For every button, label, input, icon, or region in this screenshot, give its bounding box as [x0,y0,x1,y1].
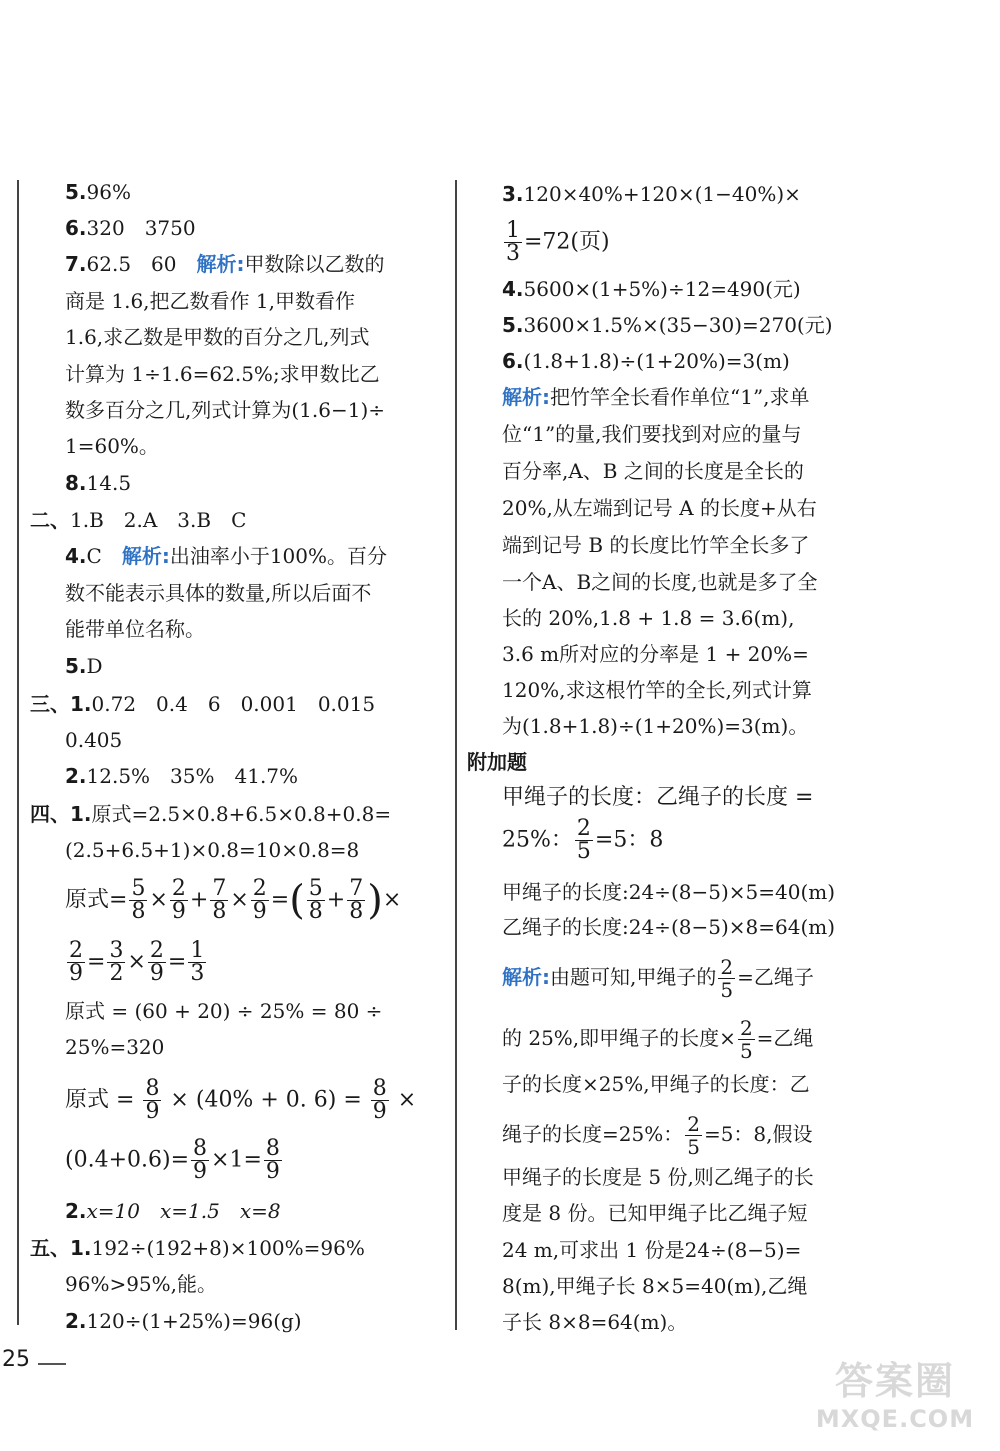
answer-2-4: 4.C 解析:出油率小于100%。百分 [65,544,388,568]
watermark-site: MXQE.COM [815,1405,975,1433]
answer-3-2: 2.12.5% 35% 41.7% [65,764,299,788]
text-line: 甲绳子的长度是 5 份,则乙绳子的长 [502,1165,814,1189]
section-2: 二、1.B 2.A 3.B C [30,508,247,532]
answer-r6: 6.(1.8+1.8)÷(1+20%)=3(m) [502,349,790,373]
text-line: 位“1”的量,我们要找到对应的量与 [502,422,802,446]
text-line: 原式 = (60 + 20) ÷ 25% = 80 ÷ [65,999,383,1023]
text-line: 20%,从左端到记号 A 的长度+从右 [502,496,817,520]
section-4: 四、1.原式=2.5×0.8+6.5×0.8+0.8= [30,802,392,826]
text-line: 甲绳子的长度：乙绳子的长度 = [502,785,814,810]
answer-2-5: 5.D [65,654,103,678]
text-line: 能带单位名称。 [65,617,205,641]
fraction-expression: 的 25%,即甲绳子的长度× $\frac{2}{5}$ =乙绳 [502,1016,814,1063]
text-line: 96%>95%,能。 [65,1272,218,1296]
answer-r4: 4.5600×(1+5%)÷12=490(元) [502,277,801,301]
left-margin-rule [17,180,19,1325]
fraction-expression: 25%： $\frac{2}{5}$ =5：8 [502,816,664,864]
section-3: 三、1.0.72 0.4 6 0.001 0.015 [30,692,376,716]
text-line: 乙绳子的长度:24÷(8−5)×8=64(m) [502,915,836,939]
text-line: 3.6 m所对应的分率是 1 + 20%= [502,642,809,666]
text-line: 数不能表示具体的数量,所以后面不 [65,581,372,605]
answer-4-2: 2.x=10 x=1.5 x=8 [65,1199,281,1223]
text-line: 120%,求这根竹竿的全长,列式计算 [502,678,812,702]
page-number-dash [38,1363,66,1365]
text-line: 1=60%。 [65,434,159,458]
answer-r5: 5.3600×1.5%×(35−30)=270(元) [502,313,833,337]
section-5: 五、1.192÷(192+8)×100%=96% [30,1236,365,1260]
text-line: 计算为 1÷1.6=62.5%;求甲数比乙 [65,362,380,386]
text-line: 子的长度×25%,甲绳子的长度：乙 [502,1072,810,1096]
answer-8: 8.14.5 [65,471,132,495]
watermark-logo [800,1358,990,1446]
fraction-expression: 原式 = $\frac{8}{9}$ × (40% + 0. 6) = $\frac{8}{9}$ × [65,1076,417,1124]
text-line: 25%=320 [65,1035,165,1059]
text-line: 8(m),甲绳子长 8×5=40(m),乙绳 [502,1274,808,1298]
answer-r3: 3.120×40%+120×(1−40%)× [502,182,801,206]
text-line: 一个A、B之间的长度,也就是多了全 [502,570,818,594]
text-line: 0.405 [65,728,123,752]
text-line: 百分率,A、B 之间的长度是全长的 [502,459,804,483]
column-divider [455,180,457,1330]
text-line: 度是 8 份。已知甲绳子比乙绳子短 [502,1201,808,1225]
text-line: (2.5+6.5+1)×0.8=10×0.8=8 [65,838,360,862]
fraction-expression: $\frac{1}{3}$ =72(页) [506,218,610,266]
text-line: 24 m,可求出 1 份是24÷(8−5)= [502,1238,802,1262]
answer-6: 6.320 3750 [65,216,196,240]
fraction-expression: 原式= $\frac{5}{8}$ × $\frac{2}{9}$ + $\frac{7}{8}$ × $\frac{2}{9}$ =( $\frac{5}{8}$ + $\frac{7}{8}$ )× [65,876,402,924]
fraction-expression: (0.4+0.6)= $\frac{8}{9}$ ×1= $\frac{8}{9}$ [65,1136,280,1184]
fraction-expression: $\frac{2}{9}$ = $\frac{3}{2}$ × $\frac{2}{9}$ = $\frac{1}{3}$ [69,938,205,986]
answer-7: 7.62.5 60 解析:甲数除以乙数的 [65,252,385,276]
answer-5: 5.96% [65,180,131,204]
text-line: 1.6,求乙数是甲数的百分之几,列式 [65,325,370,349]
fraction-expression: 绳子的长度=25%： $\frac{2}{5}$ =5：8,假设 [502,1112,813,1159]
section-heading-extra: 附加题 [467,750,527,774]
text-line: 端到记号 B 的长度比竹竿全长多了 [502,533,810,557]
answer-5-2: 2.120÷(1+25%)=96(g) [65,1309,302,1333]
text-line: 数多百分之几,列式计算为(1.6−1)÷ [65,398,386,422]
text-line: 商是 1.6,把乙数看作 1,甲数看作 [65,289,355,313]
analysis-line: 解析:把竹竿全长看作单位“1”,求单 [502,385,810,409]
analysis-line: 解析:由题可知,甲绳子的 $\frac{2}{5}$ =乙绳子 [502,955,814,1002]
text-line: 子长 8×8=64(m)。 [502,1310,688,1334]
text-line: 长的 20%,1.8 + 1.8 = 3.6(m), [502,606,795,630]
text-line: 甲绳子的长度:24÷(8−5)×5=40(m) [502,880,836,904]
page-number: 25 [2,1347,30,1372]
text-line: 为(1.8+1.8)÷(1+20%)=3(m)。 [502,714,809,738]
watermark-title: 答案圈 [834,1359,955,1403]
